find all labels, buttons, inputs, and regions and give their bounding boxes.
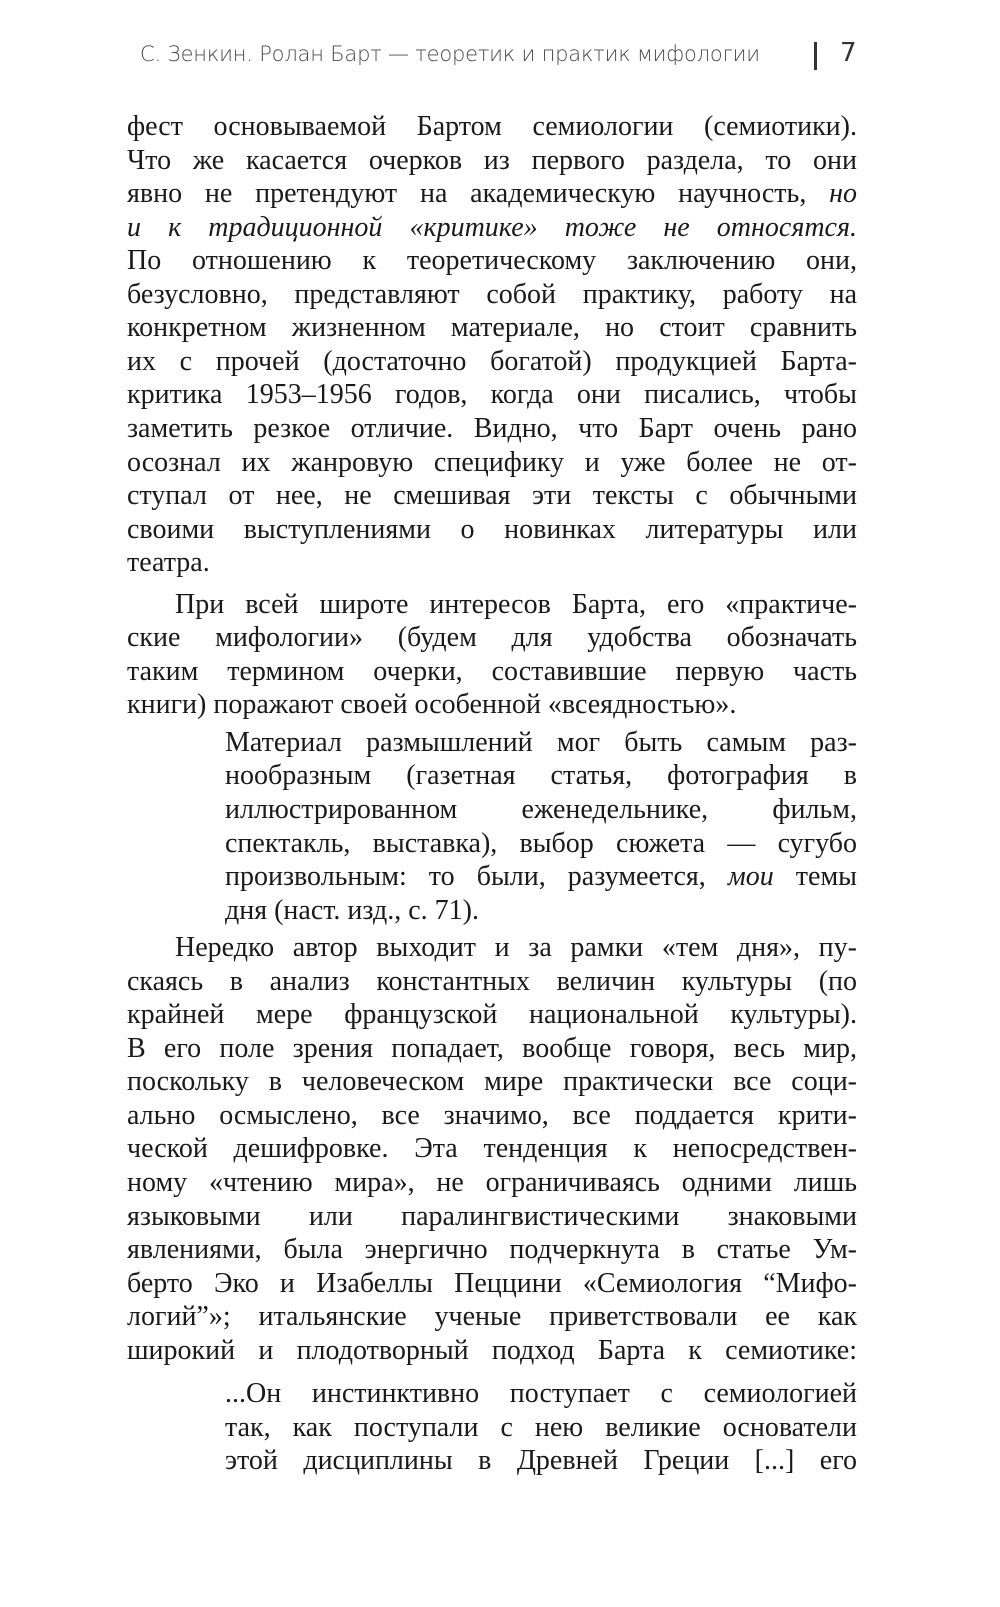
- text-segment: безусловно, представляют собой практику, работу на: [127, 279, 857, 310]
- text-segment: ально осмыслено, все значимо, все поддается крити-: [127, 1100, 857, 1131]
- text-segment: При всей широте интересов Барта, его «практиче-: [175, 589, 857, 620]
- text-segment: ...Он инстинктивно поступает с семиологией: [225, 1378, 857, 1409]
- text-segment: конкретном жизненном материале, но стоит сравнить: [127, 312, 857, 343]
- text-segment: языковыми или паралингвистическими знаковыми: [127, 1201, 857, 1232]
- text-line: [127, 244, 857, 278]
- text-line: [127, 1065, 857, 1099]
- text-line: [127, 965, 857, 999]
- text-segment: таким термином очерки, составившие первую часть: [127, 656, 857, 687]
- text-segment: произвольным: то были, разумеется,: [225, 861, 728, 892]
- text-segment: книги) поражают своей особенной «всеядностью».: [127, 689, 737, 720]
- text-segment: По отношению к теоретическому заключению они,: [127, 245, 857, 276]
- text-segment: так, как поступали с нею великие основатели: [225, 1412, 857, 1443]
- text-segment: широкий и плодотворный подход Барта к семиотике:: [127, 1335, 857, 1366]
- text-segment: крайней мере французской национальной культуры).: [127, 999, 857, 1030]
- text-line: [127, 1334, 857, 1368]
- text-line: [127, 1200, 857, 1234]
- block-quote-line: [225, 894, 479, 928]
- text-line: [127, 513, 857, 547]
- text-line: [127, 1233, 857, 1267]
- text-line: [127, 311, 857, 345]
- text-line: [127, 278, 857, 312]
- text-line: [127, 345, 857, 379]
- text-line: [127, 412, 857, 446]
- text-segment: ческой дешифровке. Эта тенденция к непосредствен-: [127, 1133, 857, 1164]
- block-quote-line: [225, 1444, 857, 1478]
- text-segment: поскольку в человеческом мире практически все соци-: [127, 1066, 857, 1097]
- text-line: [127, 177, 857, 211]
- text-line: [127, 688, 736, 722]
- text-line: [127, 655, 857, 689]
- text-segment: критика 1953–1956 годов, когда они писались, чтобы: [127, 379, 857, 410]
- text-line: [127, 446, 857, 480]
- text-line: [127, 621, 857, 655]
- text-line: [127, 110, 857, 144]
- header-divider: [814, 42, 817, 70]
- block-quote-line: [225, 726, 857, 760]
- text-line: [127, 1099, 857, 1133]
- page-number: 7: [840, 38, 857, 68]
- text-segment: Материал размышлений мог быть самым раз-: [225, 727, 857, 758]
- text-segment: темы: [773, 861, 857, 892]
- text-line: [127, 144, 857, 178]
- italic-text: но: [829, 178, 857, 209]
- text-line: [127, 1166, 857, 1200]
- text-segment: дня (наст. изд., с. 71).: [225, 895, 479, 926]
- text-line: [127, 378, 857, 412]
- text-segment: Что же касается очерков из первого раздела, то они: [127, 145, 857, 176]
- text-line: [127, 1032, 857, 1066]
- text-segment: спектакль, выставка), выбор сюжета — сугубо: [225, 828, 857, 859]
- italic-text: мои: [727, 861, 774, 892]
- text-segment: Нередко автор выходит и за рамки «тем дня», пу-: [175, 932, 857, 963]
- text-segment: театра.: [127, 547, 210, 578]
- running-header: [140, 38, 860, 78]
- text-segment: В его поле зрения попадает, вообще говоря, весь мир,: [127, 1033, 857, 1064]
- text-line: [127, 998, 857, 1032]
- block-quote-line: [225, 1411, 857, 1445]
- text-segment: этой дисциплины в Древней Греции [...] его: [225, 1445, 857, 1476]
- text-segment: явно не претендуют на академическую научность,: [127, 178, 830, 209]
- text-line: [127, 1132, 857, 1166]
- text-line: [127, 1267, 857, 1301]
- block-quote-line: [225, 1377, 857, 1411]
- text-segment: иллюстрированном еженедельнике, фильм,: [225, 794, 857, 825]
- italic-text: и к традиционной «критике» тоже не относятся.: [127, 212, 857, 243]
- text-segment: ские мифологии» (будем для удобства обозначать: [127, 622, 857, 653]
- text-segment: заметить резкое отличие. Видно, что Барт очень рано: [127, 413, 857, 444]
- text-segment: логий”»; итальянские ученые приветствовали ее как: [127, 1301, 857, 1332]
- text-line: [127, 1300, 857, 1334]
- text-segment: фест основываемой Бартом семиологии (семиотики).: [127, 111, 857, 142]
- text-segment: явлениями, была энергично подчеркнута в статье Ум-: [127, 1234, 857, 1265]
- block-quote-line: [225, 793, 857, 827]
- running-title: С. Зенкин. Ролан Барт — теоретик и практик мифологии: [140, 42, 760, 66]
- text-segment: своими выступлениями о новинках литературы или: [127, 514, 857, 545]
- block-quote-line: [225, 827, 857, 861]
- text-line: [127, 479, 857, 513]
- text-segment: скаясь в анализ константных величин культуры (по: [127, 966, 857, 997]
- text-segment: ступал от нее, не смешивая эти тексты с обычными: [127, 480, 857, 511]
- block-quote-line: [225, 759, 857, 793]
- text-segment: ному «чтению мира», не ограничиваясь одними лишь: [127, 1167, 857, 1198]
- text-segment: их с прочей (достаточно богатой) продукцией Барта-: [127, 346, 857, 377]
- paragraph-first-line: [175, 931, 857, 965]
- paragraph-first-line: [175, 588, 857, 622]
- text-line: [127, 211, 857, 245]
- text-segment: нообразным (газетная статья, фотография в: [225, 760, 857, 791]
- block-quote-line: [225, 860, 857, 894]
- text-segment: осознал их жанровую специфику и уже более не от-: [127, 447, 857, 478]
- text-line: [127, 546, 210, 580]
- text-segment: берто Эко и Изабеллы Пеццини «Семиология “Мифо-: [127, 1268, 857, 1299]
